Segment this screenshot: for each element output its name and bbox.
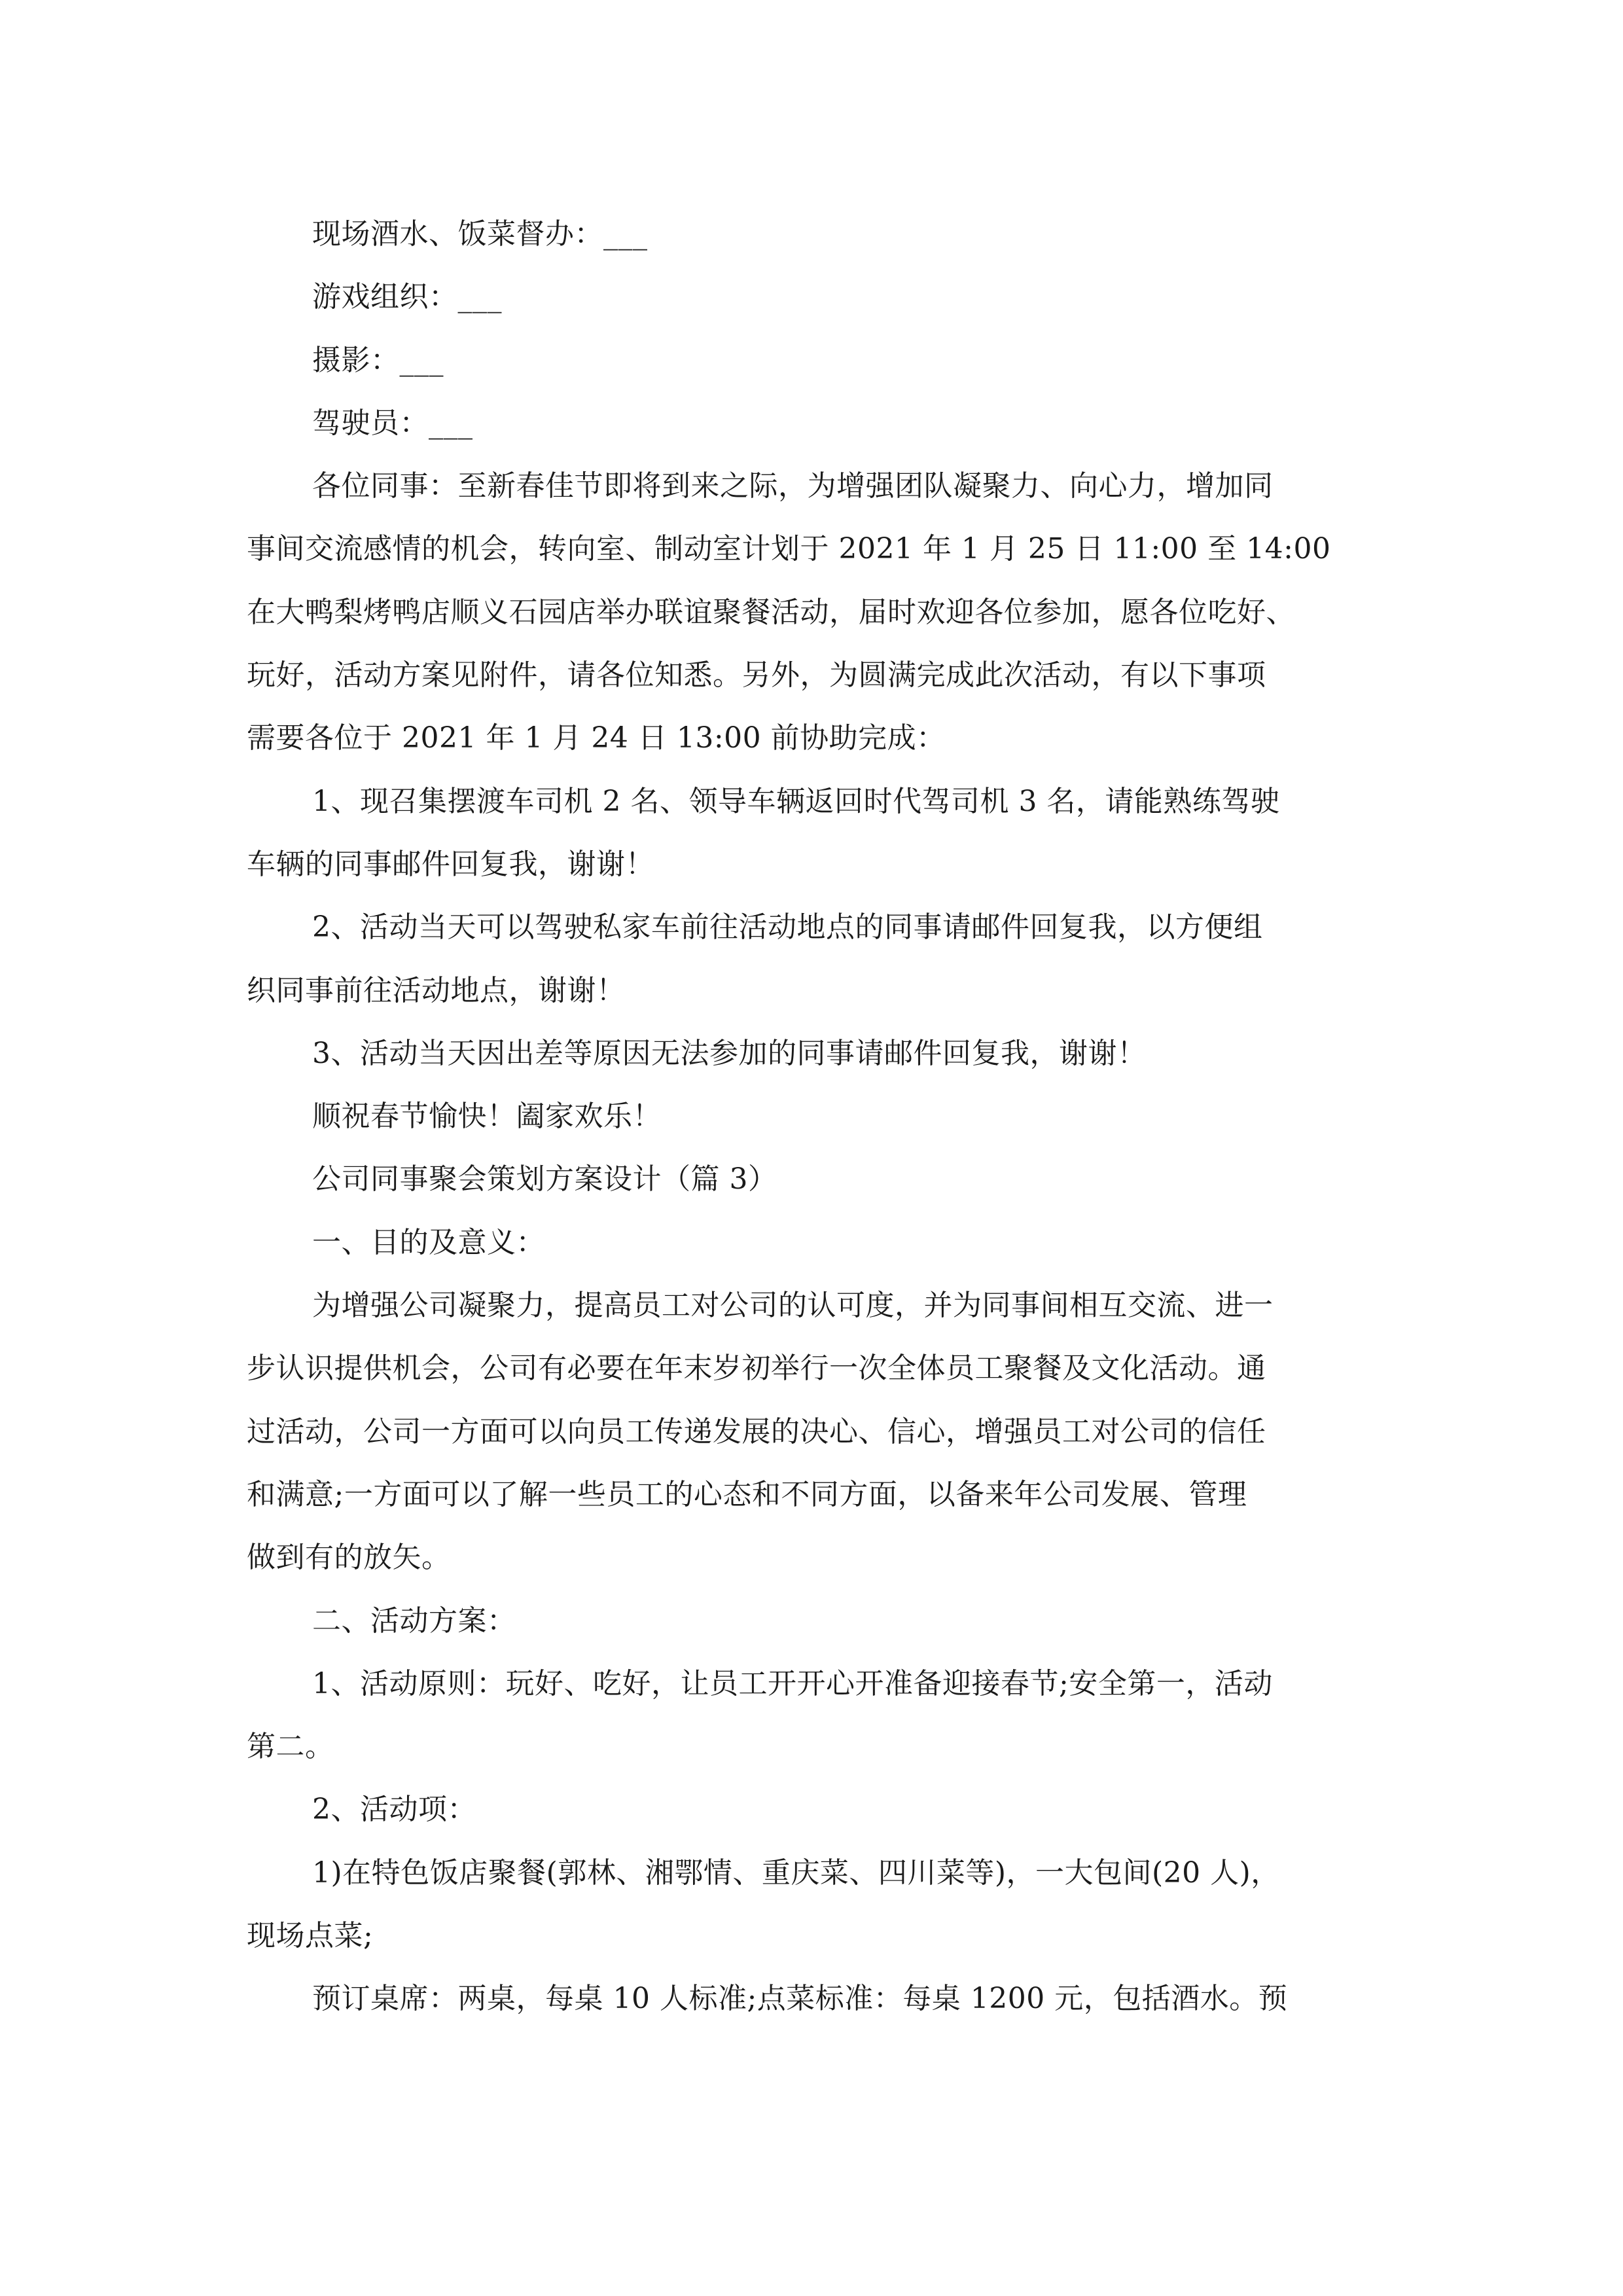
text-line: 摄影：___	[312, 343, 444, 377]
text-line: 车辆的同事邮件回复我，谢谢！	[247, 847, 654, 881]
text-line: 1)在特色饭店聚餐(郭林、湘鄂情、重庆菜、四川菜等)，一大包间(20 人)，	[312, 1856, 1280, 1890]
document-body	[247, 203, 1379, 2031]
text-line: 2、活动项：	[312, 1793, 476, 1827]
text-line: 1、活动原则：玩好、吃好，让员工开开心开准备迎接春节;安全第一，活动	[312, 1666, 1273, 1700]
section-heading: 一、目的及意义：	[312, 1225, 545, 1259]
text-line: 在大鸭梨烤鸭店顺义石园店举办联谊聚餐活动，届时欢迎各位参加，愿各位吃好、	[247, 595, 1295, 629]
section-heading: 二、活动方案：	[312, 1604, 516, 1638]
text-line: 1、现召集摆渡车司机 2 名、领导车辆返回时代驾司机 3 名，请能熟练驾驶	[312, 784, 1280, 818]
text-line: 第二。	[247, 1730, 334, 1764]
text-line: 和满意;一方面可以了解一些员工的心态和不同方面，以备来年公司发展、管理	[247, 1477, 1247, 1511]
text-line: 驾驶员：___	[312, 406, 473, 440]
text-line: 游戏组织：___	[312, 280, 502, 314]
text-line: 做到有的放矢。	[247, 1541, 451, 1575]
section-title: 公司同事聚会策划方案设计（篇 3）	[312, 1162, 777, 1196]
text-line: 事间交流感情的机会，转向室、制动室计划于 2021 年 1 月 25 日 11:00 至 14:00	[247, 532, 1331, 566]
text-line: 玩好，活动方案见附件，请各位知悉。另外，为圆满完成此次活动，有以下事项	[247, 658, 1266, 692]
text-line: 预订桌席：两桌，每桌 10 人标准;点菜标准：每桌 1200 元，包括酒水。预	[312, 1982, 1288, 2016]
text-line: 现场酒水、饭菜督办：___	[312, 217, 648, 251]
text-line: 3、活动当天因出差等原因无法参加的同事请邮件回复我，谢谢！	[312, 1036, 1147, 1070]
text-line: 现场点菜;	[247, 1919, 374, 1953]
text-line: 过活动，公司一方面可以向员工传递发展的决心、信心，增强员工对公司的信任	[247, 1414, 1266, 1448]
text-line: 各位同事：至新春佳节即将到来之际，为增强团队凝聚力、向心力，增加同	[312, 469, 1274, 503]
text-line: 步认识提供机会，公司有必要在年末岁初举行一次全体员工聚餐及文化活动。通	[247, 1352, 1266, 1386]
text-line: 织同事前往活动地点，谢谢！	[247, 973, 626, 1007]
text-line: 2、活动当天可以驾驶私家车前往活动地点的同事请邮件回复我，以方便组	[312, 910, 1263, 944]
text-line: 顺祝春节愉快！阖家欢乐！	[312, 1100, 662, 1134]
text-line: 为增强公司凝聚力，提高员工对公司的认可度，并为同事间相互交流、进一	[312, 1289, 1274, 1323]
text-line: 需要各位于 2021 年 1 月 24 日 13:00 前协助完成：	[247, 721, 946, 755]
